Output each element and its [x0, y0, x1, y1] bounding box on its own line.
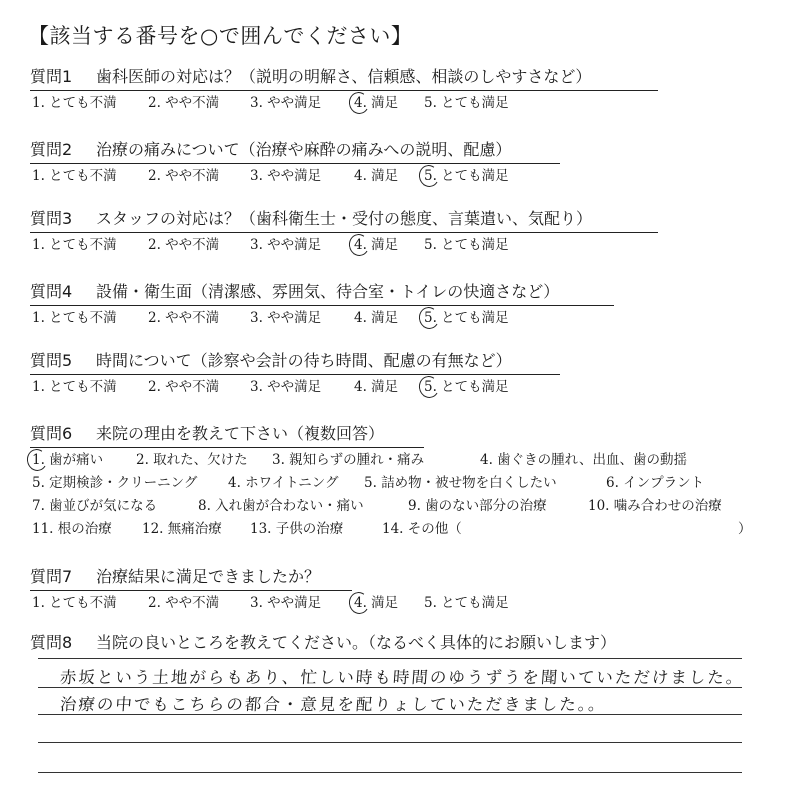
- reason-option[interactable]: 12. 無痛治療: [142, 521, 222, 537]
- question-title: [30, 66, 591, 88]
- answer-line: [38, 658, 742, 659]
- option-1[interactable]: 1. とても不満: [32, 379, 117, 395]
- reason-option[interactable]: 10. 噛み合わせの治療: [588, 498, 722, 514]
- handwritten-answer-line-2[interactable]: 治療の中でもこちらの都合・意見を配りょしていただきました。。: [59, 695, 608, 714]
- option-4[interactable]: 4. 満足: [354, 168, 399, 184]
- reason-option[interactable]: 4. 歯ぐきの腫れ、出血、歯の動揺: [480, 452, 687, 468]
- question-title: [30, 281, 559, 303]
- option-1[interactable]: 1. とても不満: [32, 95, 117, 111]
- option-5[interactable]: 5. とても満足: [424, 379, 509, 395]
- question-underline: [30, 232, 658, 233]
- option-4[interactable]: 4. 満足: [354, 237, 399, 253]
- option-2[interactable]: 2. やや不満: [148, 168, 220, 184]
- question-underline: [30, 447, 424, 448]
- option-1[interactable]: 1. とても不満: [32, 310, 117, 326]
- option-5[interactable]: 5. とても満足: [424, 310, 509, 326]
- reason-option[interactable]: 9. 歯のない部分の治療: [408, 498, 547, 514]
- option-2[interactable]: 2. やや不満: [148, 379, 220, 395]
- option-2[interactable]: 2. やや不満: [148, 595, 220, 611]
- option-2[interactable]: 2. やや不満: [148, 95, 220, 111]
- instruction-header: 【該当する番号を○で囲んでください】: [28, 24, 413, 48]
- reason-option[interactable]: 5. 定期検診・クリーニング: [32, 475, 198, 491]
- reason-option[interactable]: 4. ホワイトニング: [228, 475, 339, 491]
- option-3[interactable]: 3. やや満足: [250, 237, 322, 253]
- other-close-paren: ）: [738, 521, 752, 537]
- question-number: 質問4: [30, 282, 73, 301]
- option-1[interactable]: 1. とても不満: [32, 237, 117, 253]
- reason-option[interactable]: 6. インプラント: [606, 475, 705, 491]
- option-1[interactable]: 1. とても不満: [32, 595, 117, 611]
- reason-option[interactable]: 8. 入れ歯が合わない・痛い: [198, 498, 364, 514]
- option-4[interactable]: 4. 満足: [354, 379, 399, 395]
- question-title: [30, 566, 320, 588]
- question-text: 来院の理由を教えて下さい（複数回答）: [96, 424, 385, 443]
- question-text: 設備・衛生面（清潔感、雰囲気、待合室・トイレの快適さなど）: [96, 282, 560, 301]
- option-5[interactable]: 5. とても満足: [424, 168, 509, 184]
- question-text: 当院の良いところを教えてください。（なるべく具体的にお願いします）: [96, 633, 617, 652]
- question-title: [30, 423, 384, 445]
- question-number: 質問2: [30, 140, 73, 159]
- question-number: 質問8: [30, 633, 73, 652]
- answer-line: [38, 687, 742, 688]
- question-underline: [30, 90, 658, 91]
- option-3[interactable]: 3. やや満足: [250, 310, 322, 326]
- option-2[interactable]: 2. やや不満: [148, 310, 220, 326]
- question-underline: [30, 374, 560, 375]
- option-2[interactable]: 2. やや不満: [148, 237, 220, 253]
- option-3[interactable]: 3. やや満足: [250, 95, 322, 111]
- question-title: [30, 350, 512, 372]
- question-title: [30, 139, 511, 161]
- answer-line: [38, 772, 742, 773]
- option-4[interactable]: 4. 満足: [354, 595, 399, 611]
- other-option[interactable]: 14. その他（: [382, 521, 462, 537]
- question-text: 時間について（診察や会計の待ち時間、配慮の有無など）: [96, 351, 512, 370]
- reason-option[interactable]: 2. 取れた、欠けた: [136, 452, 248, 468]
- question-text: 治療結果に満足できましたか？: [96, 567, 321, 586]
- question-text: スタッフの対応は？（歯科衛生士・受付の態度、言葉遣い、気配り）: [96, 209, 593, 228]
- answer-line: [38, 742, 742, 743]
- option-4[interactable]: 4. 満足: [354, 95, 399, 111]
- reason-option[interactable]: 5. 詰め物・被せ物を白くしたい: [364, 475, 557, 491]
- question-underline: [30, 305, 614, 306]
- question-number: 質問1: [30, 67, 73, 86]
- question-underline: [30, 590, 352, 591]
- question-number: 質問7: [30, 567, 73, 586]
- option-1[interactable]: 1. とても不満: [32, 168, 117, 184]
- option-5[interactable]: 5. とても満足: [424, 237, 509, 253]
- option-3[interactable]: 3. やや満足: [250, 168, 322, 184]
- question-number: 質問3: [30, 209, 73, 228]
- option-3[interactable]: 3. やや満足: [250, 595, 322, 611]
- question-title: [30, 632, 616, 654]
- reason-option[interactable]: 7. 歯並びが気になる: [32, 498, 158, 514]
- question-title: [30, 208, 592, 230]
- question-text: 歯科医師の対応は？（説明の明解さ、信頼感、相談のしやすさなど）: [96, 67, 592, 86]
- answer-line: [38, 714, 742, 715]
- reason-option[interactable]: 13. 子供の治療: [250, 521, 344, 537]
- question-number: 質問6: [30, 424, 73, 443]
- question-number: 質問5: [30, 351, 73, 370]
- reason-option[interactable]: 11. 根の治療: [32, 521, 112, 537]
- reason-option[interactable]: 1. 歯が痛い: [32, 452, 104, 468]
- option-3[interactable]: 3. やや満足: [250, 379, 322, 395]
- question-underline: [30, 163, 560, 164]
- option-5[interactable]: 5. とても満足: [424, 595, 509, 611]
- question-text: 治療の痛みについて（治療や麻酔の痛みへの説明、配慮）: [96, 140, 512, 159]
- option-4[interactable]: 4. 満足: [354, 310, 399, 326]
- handwritten-answer-line-1[interactable]: 赤坂という土地がらもあり、忙しい時も時間のゆうずうを聞いていただけました。: [59, 668, 746, 687]
- reason-option[interactable]: 3. 親知らずの腫れ・痛み: [272, 452, 425, 468]
- option-5[interactable]: 5. とても満足: [424, 95, 509, 111]
